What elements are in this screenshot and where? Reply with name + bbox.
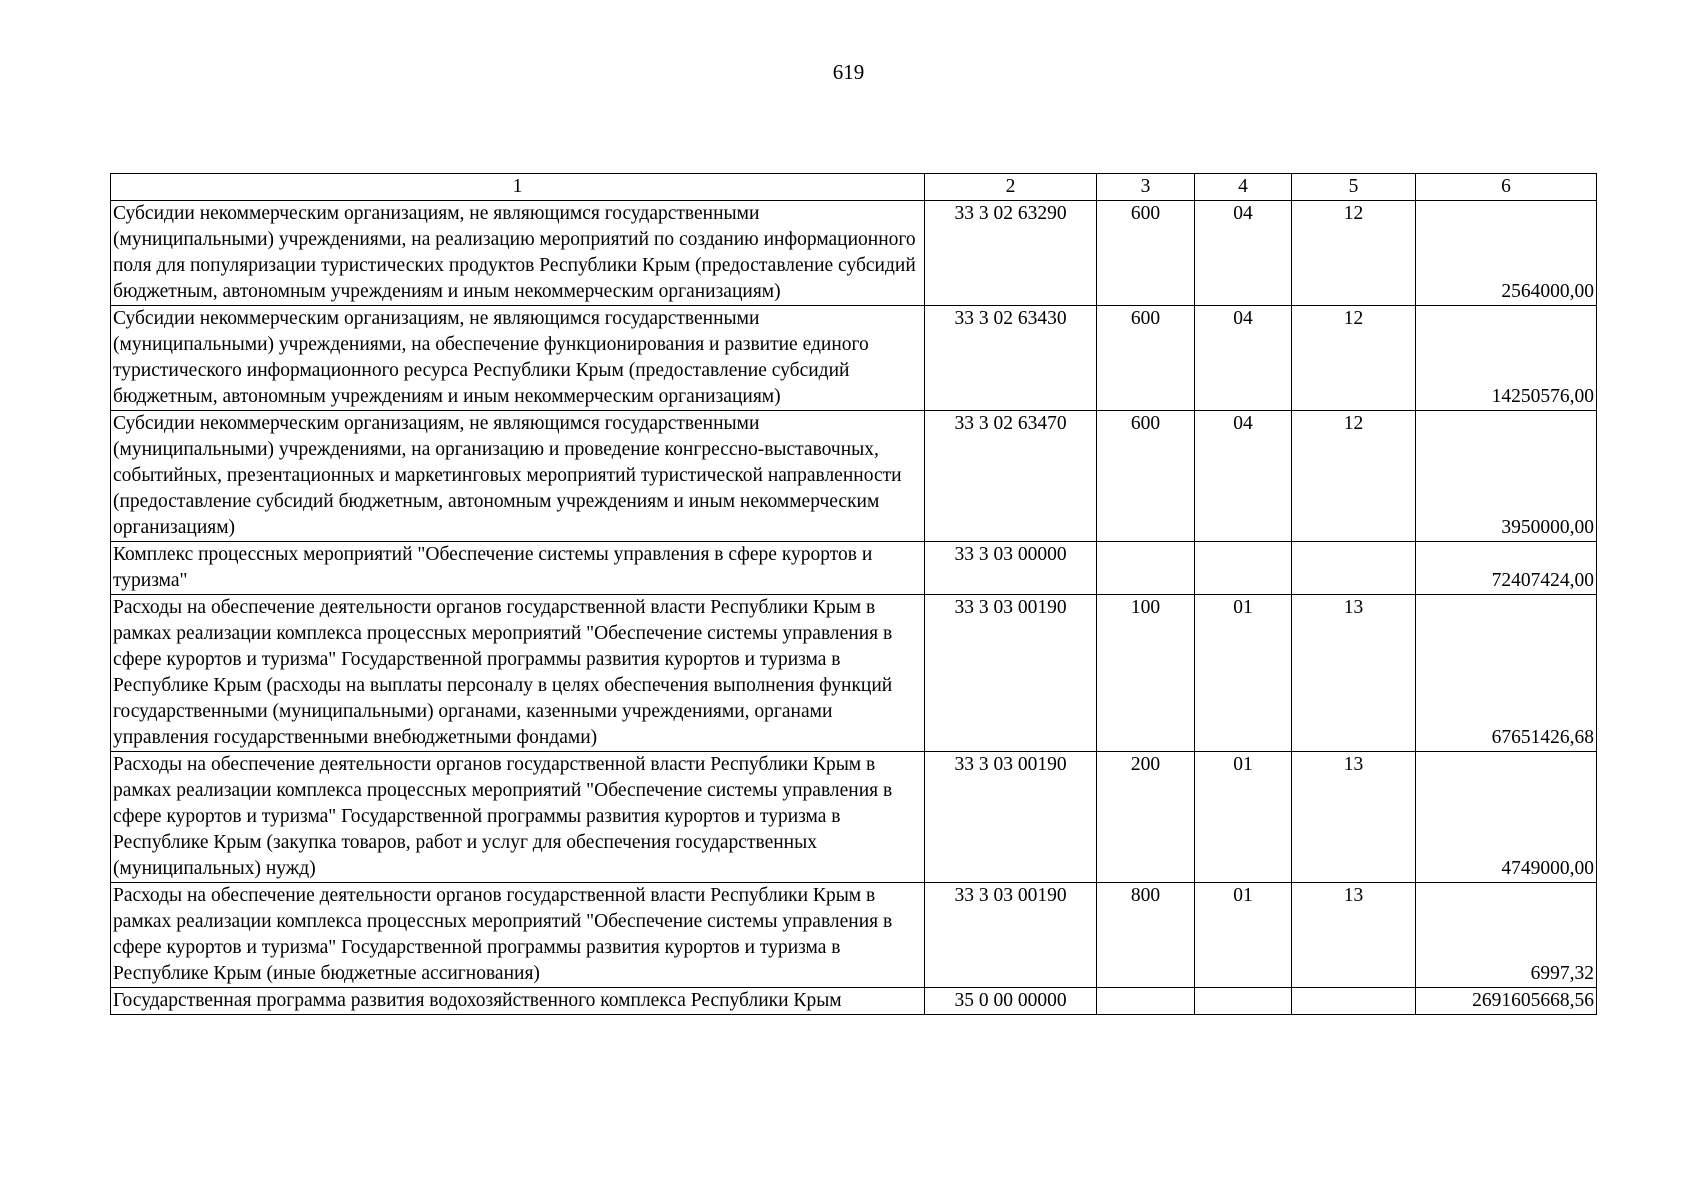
table-row — [111, 201, 1597, 306]
row-target-code: 35 0 00 00000 — [925, 988, 1097, 1015]
table-header-row — [111, 174, 1597, 201]
row-subsection: 12 — [1292, 201, 1416, 306]
row-expense-type: 600 — [1097, 411, 1195, 542]
row-expense-type: 600 — [1097, 201, 1195, 306]
row-target-code: 33 3 03 00190 — [925, 595, 1097, 752]
column-header: 5 — [1292, 174, 1416, 201]
row-description: Расходы на обеспечение деятельности органов государственной власти Республики Крым в рамках реализации комплекса процессных мероприятий "Обеспечение системы управления в сфере курортов и туризма" Государственной программы развития курортов и туризма в Республике Крым (расходы на выплаты персоналу в целях обеспечения выполнения функций государственными (муниципальными) органами, казенными учреждениями, органами управления государственными внебюджетными фондами) — [111, 595, 925, 752]
row-subsection — [1292, 988, 1416, 1015]
table-row — [111, 752, 1597, 883]
table-row — [111, 411, 1597, 542]
row-expense-type: 100 — [1097, 595, 1195, 752]
row-amount: 2691605668,56 — [1416, 988, 1597, 1015]
budget-table — [110, 173, 1597, 1015]
table-row — [111, 542, 1597, 595]
row-amount: 6997,32 — [1416, 883, 1597, 988]
row-amount: 67651426,68 — [1416, 595, 1597, 752]
row-section: 01 — [1195, 883, 1292, 988]
row-description: Расходы на обеспечение деятельности органов государственной власти Республики Крым в рамках реализации комплекса процессных мероприятий "Обеспечение системы управления в сфере курортов и туризма" Государственной программы развития курортов и туризма в Республике Крым (иные бюджетные ассигнования) — [111, 883, 925, 988]
row-target-code: 33 3 03 00190 — [925, 752, 1097, 883]
row-subsection: 13 — [1292, 752, 1416, 883]
row-section — [1195, 542, 1292, 595]
column-header: 3 — [1097, 174, 1195, 201]
row-amount: 4749000,00 — [1416, 752, 1597, 883]
row-section: 04 — [1195, 306, 1292, 411]
row-expense-type: 800 — [1097, 883, 1195, 988]
row-target-code: 33 3 02 63430 — [925, 306, 1097, 411]
row-description: Государственная программа развития водохозяйственного комплекса Республики Крым — [111, 988, 925, 1015]
row-description: Субсидии некоммерческим организациям, не являющимся государственными (муниципальными) учреждениями, на организацию и проведение конгрессно-выставочных, событийных, презентационных и маркетинговых мероприятий туристической направленности (предоставление субсидий бюджетным, автономным учреждениям и иным некоммерческим организациям) — [111, 411, 925, 542]
row-subsection: 13 — [1292, 595, 1416, 752]
row-description: Субсидии некоммерческим организациям, не являющимся государственными (муниципальными) учреждениями, на обеспечение функционирования и развитие единого туристического информационного ресурса Республики Крым (предоставление субсидий бюджетным, автономным учреждениям и иным некоммерческим организациям) — [111, 306, 925, 411]
row-section: 01 — [1195, 752, 1292, 883]
row-target-code: 33 3 03 00000 — [925, 542, 1097, 595]
table-row — [111, 306, 1597, 411]
row-section: 04 — [1195, 411, 1292, 542]
row-subsection — [1292, 542, 1416, 595]
page-number: 619 — [832, 60, 865, 84]
column-header: 6 — [1416, 174, 1597, 201]
row-target-code: 33 3 02 63290 — [925, 201, 1097, 306]
row-expense-type: 600 — [1097, 306, 1195, 411]
row-section: 01 — [1195, 595, 1292, 752]
row-target-code: 33 3 02 63470 — [925, 411, 1097, 542]
row-amount: 14250576,00 — [1416, 306, 1597, 411]
row-description: Комплекс процессных мероприятий "Обеспечение системы управления в сфере курортов и туризма" — [111, 542, 925, 595]
row-description: Субсидии некоммерческим организациям, не являющимся государственными (муниципальными) учреждениями, на реализацию мероприятий по созданию информационного поля для популяризации туристических продуктов Республики Крым (предоставление субсидий бюджетным, автономным учреждениям и иным некоммерческим организациям) — [111, 201, 925, 306]
row-expense-type — [1097, 542, 1195, 595]
row-description: Расходы на обеспечение деятельности органов государственной власти Республики Крым в рамках реализации комплекса процессных мероприятий "Обеспечение системы управления в сфере курортов и туризма" Государственной программы развития курортов и туризма в Республике Крым (закупка товаров, работ и услуг для обеспечения государственных (муниципальных) нужд) — [111, 752, 925, 883]
row-subsection: 12 — [1292, 411, 1416, 542]
row-amount: 2564000,00 — [1416, 201, 1597, 306]
row-subsection: 13 — [1292, 883, 1416, 988]
column-header: 1 — [111, 174, 925, 201]
row-subsection: 12 — [1292, 306, 1416, 411]
row-expense-type — [1097, 988, 1195, 1015]
column-header: 4 — [1195, 174, 1292, 201]
table-row — [111, 988, 1597, 1015]
row-section — [1195, 988, 1292, 1015]
column-header: 2 — [925, 174, 1097, 201]
row-target-code: 33 3 03 00190 — [925, 883, 1097, 988]
row-section: 04 — [1195, 201, 1292, 306]
table-row — [111, 595, 1597, 752]
table-row — [111, 883, 1597, 988]
row-expense-type: 200 — [1097, 752, 1195, 883]
row-amount: 3950000,00 — [1416, 411, 1597, 542]
row-amount: 72407424,00 — [1416, 542, 1597, 595]
